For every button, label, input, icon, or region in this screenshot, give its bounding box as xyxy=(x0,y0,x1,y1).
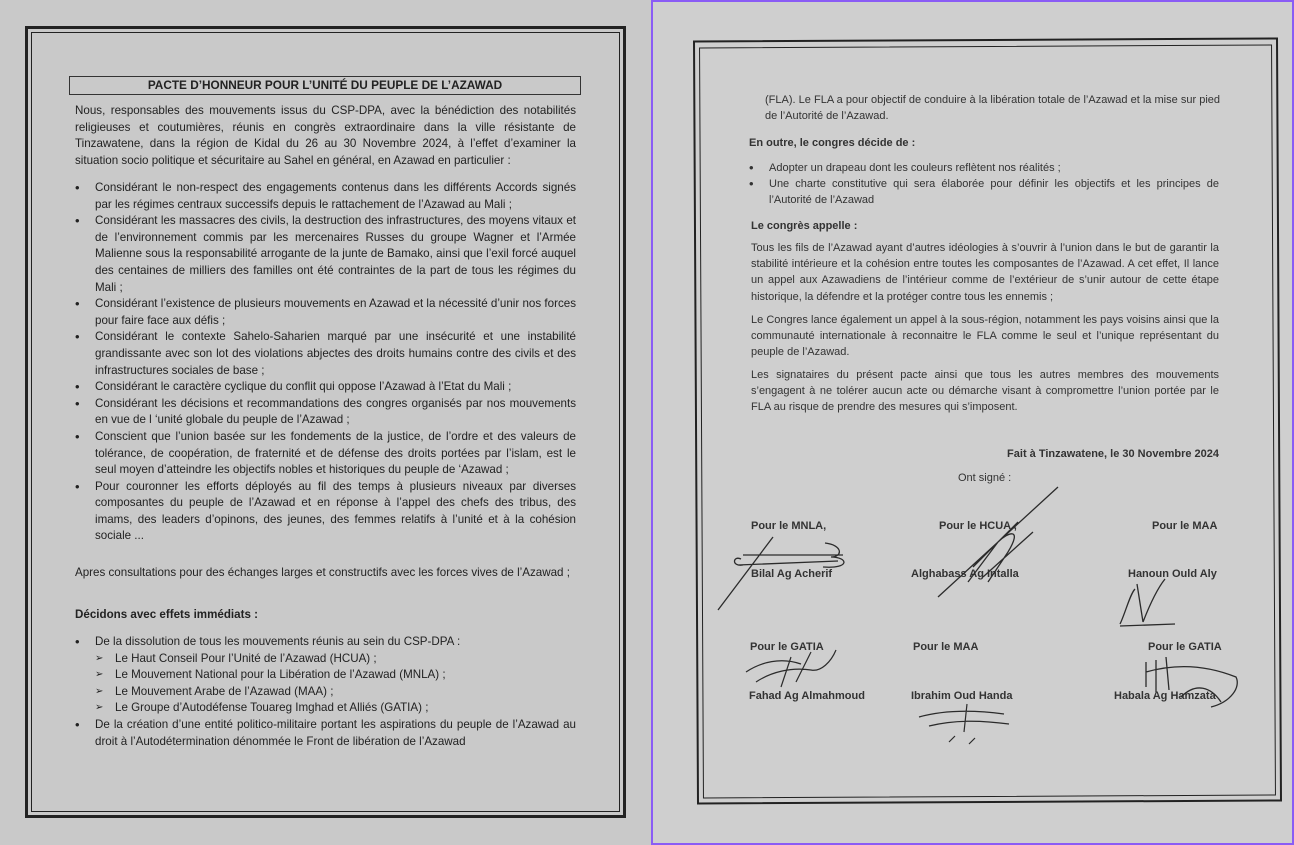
intro-paragraph: Nous, responsables des mouvements issus du CSP-DPA, avec la bénédiction des notabilités religieuses et coutumières, réunis en congrès extraordinaire dans la ville résistante de Tinzawatene, dans la région de Kidal du 26 au 30 Novembre 2024, à l’effet d’examiner la situation socio politique et sécuritaire au Sahel en général, en Azawad en particulier : xyxy=(75,104,576,167)
movement-item: ➢ Le Groupe d’Autodéfense Touareg Imghad et Alliés (GATIA) ; xyxy=(95,700,576,717)
decidons-heading: Décidons avec effets immédiats : xyxy=(75,608,258,621)
signatory-name-gatia: Fahad Ag Almahmoud xyxy=(749,690,865,702)
appelle-heading: Le congrès appelle : xyxy=(751,220,858,232)
signature-gatia xyxy=(741,642,851,692)
signatory-role-hcua: Pour le HCUA , xyxy=(939,520,1017,532)
document-title: PACTE D’HONNEUR POUR L’UNITÉ DU PEUPLE DE L’AZAWAD xyxy=(69,76,581,95)
considerant-item: • Conscient que l’union basée sur les fondements de la justice, de l’ordre et des valeurs de tolérance, de coopération, de fraternité et de défense des droits portées par l’islam, est le seul moyen d’atteindre les objectifs nobles et historiques du peuple de ‘Azawad ; xyxy=(75,429,576,479)
congres-decisions-list xyxy=(749,160,1219,209)
signatory-name-hcua: Alghabass Ag Intalla xyxy=(911,568,1019,580)
signature-mnla xyxy=(713,527,853,617)
signatory-name-gatia-2: Habala Ag Hamzata xyxy=(1114,690,1216,702)
considerants-list xyxy=(75,180,576,545)
creation-item: • De la création d’une entité politico-militaire portant les aspirations du peuple de l’Azawad au droit à l’Autodétermination dénommée le Front de libération de l’Azawad xyxy=(75,717,576,750)
ont-signe-label: Ont signé : xyxy=(958,472,1012,484)
appeal-paragraph-2: Le Congres lance également un appel à la sous-région, notamment les pays voisins ainsi que la communauté internationale à reconnaitre le FLA comme le seul et l’unique représentant du peuple de l’Azawad. xyxy=(751,314,1219,359)
movements-list xyxy=(95,651,576,717)
considerant-item: • Considérant l’existence de plusieurs mouvements en Azawad et la nécessité d’unir nos forces pour faire face aux défis ; xyxy=(75,296,576,329)
signatory-name-mnla: Bilal Ag Acherif xyxy=(751,568,833,580)
considerant-item: • Considérant le contexte Sahelo-Saharien marqué par une insécurité et une instabilité grandissante avec son lot des violations abjectes des droits humains contre des civils et des infrastructures sociales de base ; xyxy=(75,329,576,379)
signatory-name-maa-2: Ibrahim Oud Handa xyxy=(911,690,1013,702)
decision-item: • Adopter un drapeau dont les couleurs reflètent nos réalités ; xyxy=(749,160,1219,176)
signature-gatia-2 xyxy=(1141,642,1251,722)
commitment-paragraph: Les signataires du présent pacte ainsi que tous les autres membres des mouvements s’engagent à ne tolérer aucun acte ou démarche visant à compromettre l’union portée par le FLA au risque de prendre des mesures qui s’imposent. xyxy=(751,369,1219,414)
continuation-paragraph: (FLA). Le FLA a pour objectif de conduire à la libération totale de l’Azawad et la mise sur pied de l’Autorité de l’Azawad. xyxy=(765,94,1220,123)
considerant-item: • Considérant le caractère cyclique du conflit qui oppose l’Azawad à l’Etat du Mali ; xyxy=(75,379,576,396)
place-date-line: Fait à Tinzawatene, le 30 Novembre 2024 xyxy=(1007,448,1219,460)
movement-item: ➢ Le Mouvement National pour la Libération de l’Azawad (MNLA) ; xyxy=(95,667,576,684)
en-outre-heading: En outre, le congres décide de : xyxy=(749,137,916,149)
consultations-paragraph: Apres consultations pour des échanges larges et constructifs avec les forces vives de l’Azawad ; xyxy=(75,566,570,579)
decisions-list xyxy=(75,634,576,750)
considerant-item: • Considérant le non-respect des engagements contenus dans les différents Accords signés par les régimes centraux successifs depuis le rattachement de l’Azawad au Mali ; xyxy=(75,180,576,213)
signatory-role-maa-2: Pour le MAA xyxy=(913,641,979,653)
signature-hcua xyxy=(938,482,1068,602)
signatory-role-gatia-2: Pour le GATIA xyxy=(1148,641,1222,653)
signature-maa-2 xyxy=(919,702,1019,750)
dissolution-text: De la dissolution de tous les mouvements réunis au sein du CSP-DPA : xyxy=(95,635,461,648)
considerant-item: • Considérant les massacres des civils, la destruction des infrastructures, des moyens vitaux et de l’environnement commis par les mercenaires Russes du groupe Wagner et l’Armée Malienne sous la responsabilité arrogante de la junte de Bamako, ainsi que l’exil forcé auquel des centaines de milliers des familles ont été contraintes de la part de tous les régimes du Mali ; xyxy=(75,213,576,296)
dissolution-item xyxy=(75,634,576,717)
decision-item: • Une charte constitutive qui sera élaborée pour définir les objectifs et les principes de l’Autorité de l’Azawad xyxy=(749,176,1219,208)
considerant-item: • Considérant les décisions et recommandations des congres organisés par nos mouvements en vue de l ‘unité globale du peuple de l’Azawad ; xyxy=(75,396,576,429)
signatory-role-mnla: Pour le MNLA, xyxy=(751,520,827,532)
signatory-name-maa: Hanoun Ould Aly xyxy=(1128,568,1217,580)
movement-item: ➢ Le Haut Conseil Pour l’Unité de l’Azawad (HCUA) ; xyxy=(95,651,576,668)
considerant-item: • Pour couronner les efforts déployés au fil des temps à plusieurs niveaux par diverses composantes du peuple de l’Azawad et en réponse à l’appel des chefs des tribus, des imams, des leaders d’opinons, des jeunes, des femmes relatifs à l’unité et à la cohésion sociale ... xyxy=(75,479,576,545)
signatory-role-gatia: Pour le GATIA xyxy=(750,641,824,653)
signatory-role-maa: Pour le MAA xyxy=(1152,520,1218,532)
movement-item: ➢ Le Mouvement Arabe de l’Azawad (MAA) ; xyxy=(95,684,576,701)
right-document-page xyxy=(651,0,1294,845)
signature-maa xyxy=(1115,574,1185,634)
appeal-paragraph-1: Tous les fils de l’Azawad ayant d’autres idéologies à s’ouvrir à l’union dans le but de garantir la stabilité intérieure et la cohésion entre toutes les composantes de l’Azawad. A cet effet, Il lance un appel aux Azawadiens de l’intérieur comme de l’extérieur de s’unir autour de cette étape historique, la défendre et la protéger contre tous les ennemis ; xyxy=(751,242,1219,303)
